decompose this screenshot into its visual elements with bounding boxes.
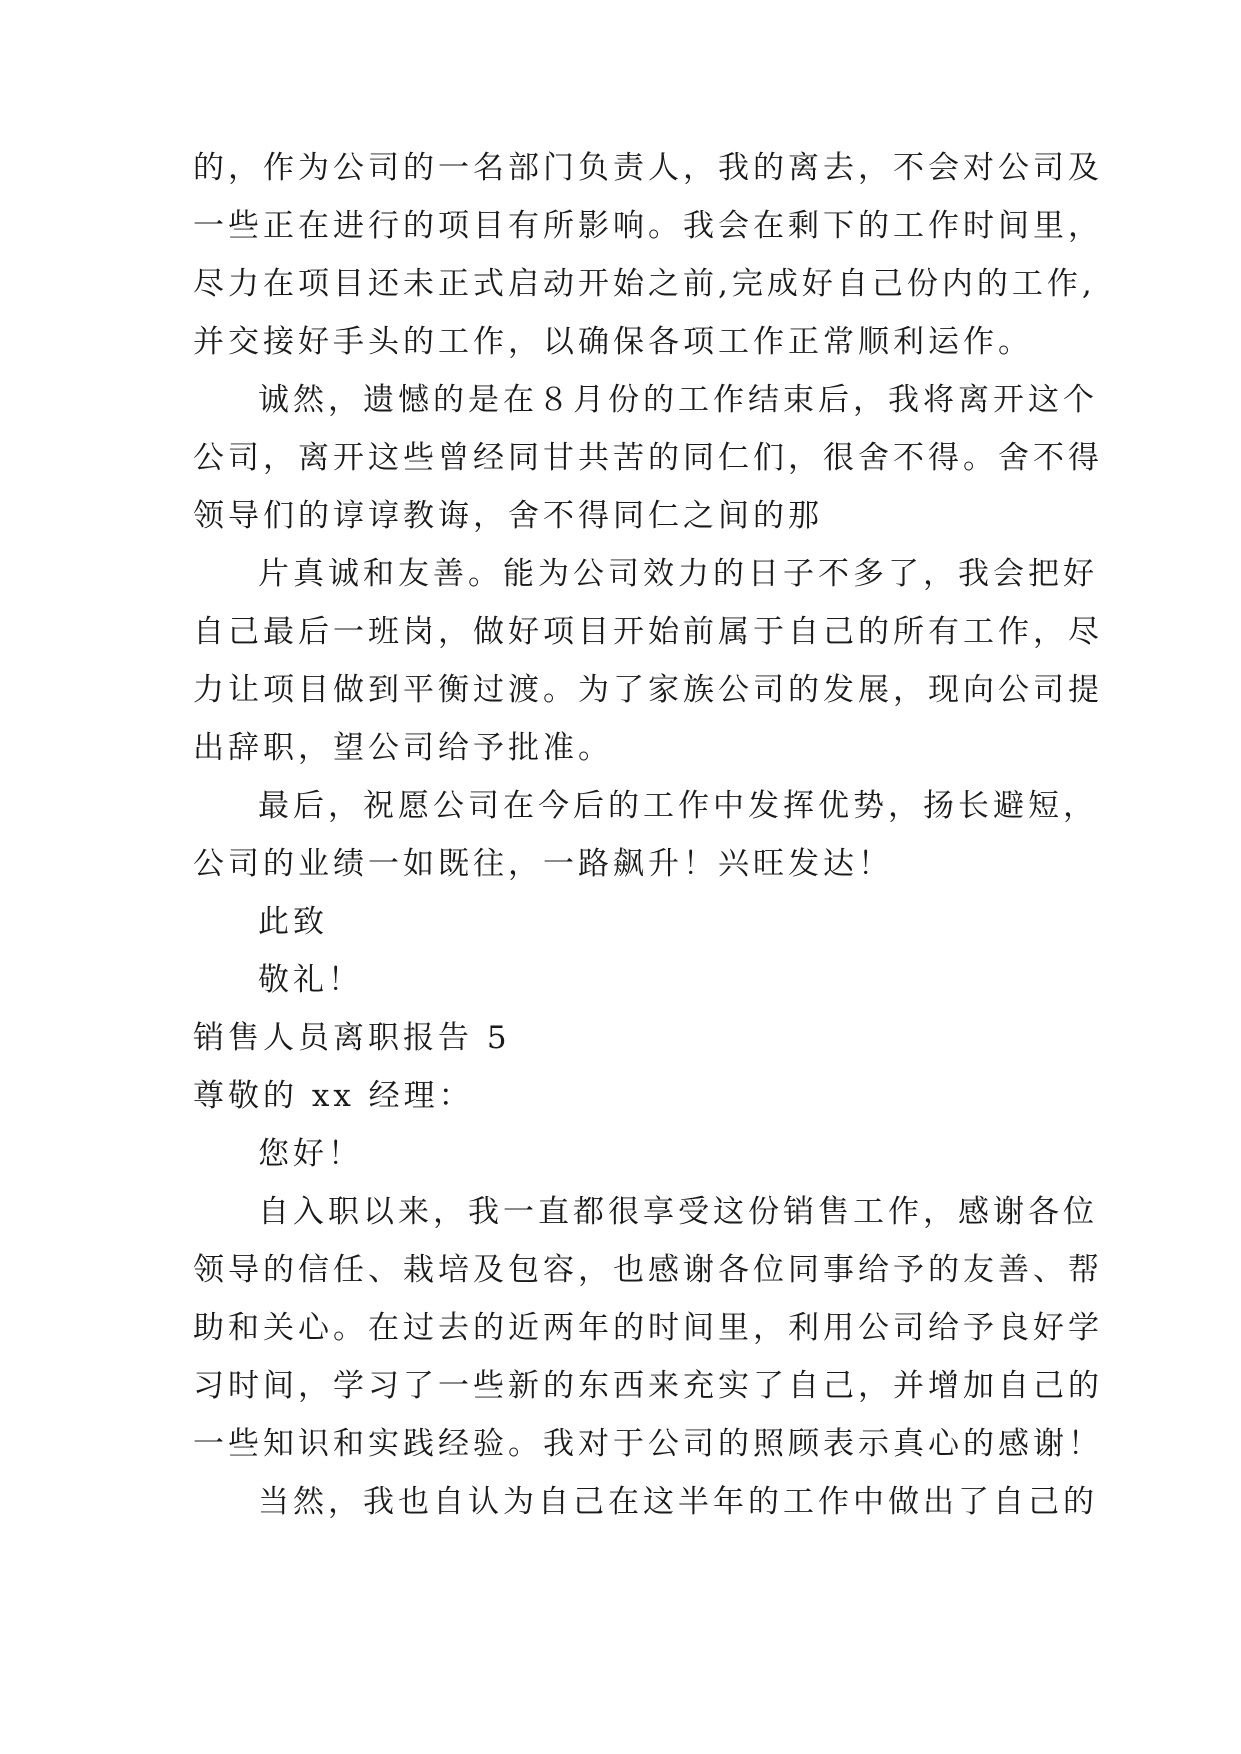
closing-regards: 敬礼！ bbox=[258, 962, 363, 998]
paragraph-start-line: 自入职以来，我一直都很享受这份销售工作，感谢各位 bbox=[258, 1194, 1098, 1230]
text-line: 领导的信任、栽培及包容，也感谢各位同事给予的友善、帮 bbox=[193, 1252, 1103, 1288]
text-line: 助和关心。在过去的近两年的时间里，利用公司给予良好学 bbox=[193, 1310, 1103, 1346]
text-line: 一些知识和实践经验。我对于公司的照顾表示真心的感谢！ bbox=[193, 1426, 1103, 1462]
greeting: 您好！ bbox=[258, 1136, 363, 1172]
text-line: 公司的业绩一如既往，一路飙升！兴旺发达！ bbox=[193, 846, 893, 882]
text-line: 习时间，学习了一些新的东西来充实了自己，并增加自己的 bbox=[193, 1368, 1103, 1404]
text-line: 自己最后一班岗，做好项目开始前属于自己的所有工作，尽 bbox=[193, 614, 1103, 650]
text-line: 一些正在进行的项目有所影响。我会在剩下的工作时间里， bbox=[193, 208, 1103, 244]
paragraph-start-line: 诚然，遗憾的是在８月份的工作结束后，我将离开这个 bbox=[258, 382, 1098, 418]
section-heading: 销售人员离职报告 5 bbox=[193, 1020, 511, 1056]
greeting-recipient: 尊敬的 xx 经理： bbox=[193, 1078, 474, 1114]
paragraph-start-line: 最后，祝愿公司在今后的工作中发挥优势，扬长避短， bbox=[258, 788, 1098, 824]
paragraph-start-line: 当然，我也自认为自己在这半年的工作中做出了自己的 bbox=[258, 1484, 1098, 1520]
closing-salutation: 此致 bbox=[258, 904, 328, 940]
paragraph-start-line: 片真诚和友善。能为公司效力的日子不多了，我会把好 bbox=[258, 556, 1098, 592]
text-line: 力让项目做到平衡过渡。为了家族公司的发展，现向公司提 bbox=[193, 672, 1103, 708]
text-line: 公司，离开这些曾经同甘共苦的同仁们，很舍不得。舍不得 bbox=[193, 440, 1103, 476]
text-line: 的，作为公司的一名部门负责人，我的离去，不会对公司及 bbox=[193, 150, 1103, 186]
text-line: 出辞职，望公司给予批准。 bbox=[193, 730, 613, 766]
text-line: 并交接好手头的工作，以确保各项工作正常顺利运作。 bbox=[193, 324, 1033, 360]
text-line: 尽力在项目还未正式启动开始之前,完成好自己份内的工作, bbox=[193, 266, 1096, 302]
text-line: 领导们的谆谆教诲，舍不得同仁之间的那 bbox=[193, 498, 823, 534]
